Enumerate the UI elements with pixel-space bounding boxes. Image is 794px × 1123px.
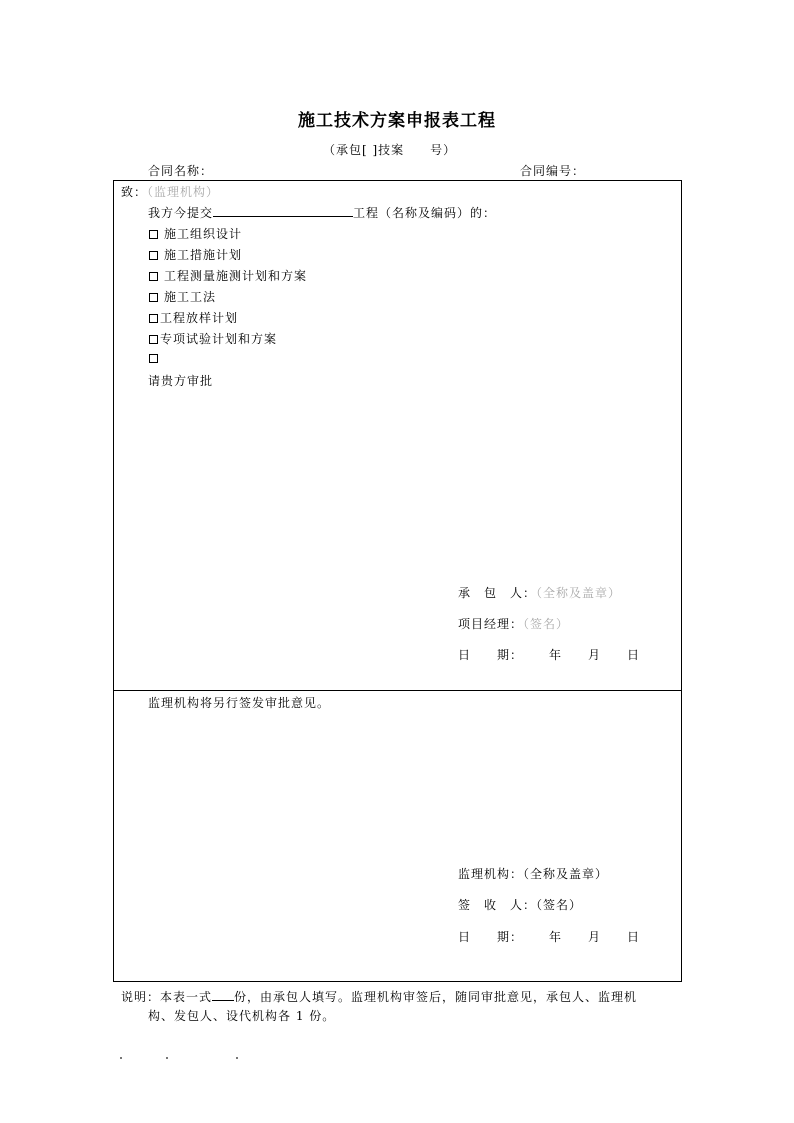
page-title: 施工技术方案申报表工程 [298, 111, 496, 131]
option-item[interactable] [149, 309, 238, 326]
option-item[interactable] [149, 351, 160, 365]
receiver-label: 签 收 人： [458, 898, 537, 912]
note-line-2: 构、发包人、设代机构各 1 份。 [148, 1009, 336, 1023]
receiver-line [458, 896, 582, 913]
manager-hint: （签名） [523, 617, 570, 631]
review-date-line [458, 928, 640, 945]
option-item[interactable] [149, 267, 307, 284]
stray-dot [166, 1057, 168, 1059]
option-item[interactable] [149, 246, 242, 263]
copies-blank[interactable] [212, 988, 234, 1001]
checkbox[interactable] [149, 293, 158, 302]
contractor-label: 承 包 人： [458, 586, 537, 600]
addressee [121, 183, 219, 200]
stray-dot [120, 1057, 122, 1059]
review-date-value: 年 月 日 [549, 930, 641, 944]
submission-intro [148, 204, 496, 221]
receiver-hint: （签名） [536, 898, 583, 912]
option-item[interactable] [149, 225, 242, 242]
option-item[interactable] [149, 330, 277, 347]
date-value: 年 月 日 [549, 648, 641, 662]
note-prefix: 说明：本表一式 [121, 990, 213, 1004]
checkbox[interactable] [149, 230, 158, 239]
contractor-line [458, 584, 621, 601]
option-label: 工程放样计划 [160, 311, 239, 325]
request-text: 请贵方审批 [148, 374, 214, 388]
contract-name-label: 合同名称： [148, 164, 214, 178]
to-label: 致： [121, 185, 148, 199]
project-name-blank[interactable] [213, 204, 353, 217]
stray-dot [236, 1057, 238, 1059]
checkbox[interactable] [149, 354, 158, 363]
option-label: 施工工法 [164, 290, 217, 304]
option-label: 施工措施计划 [164, 248, 243, 262]
option-item[interactable] [149, 288, 216, 305]
supervisor-label: 监理机构： [458, 867, 524, 881]
option-label: 工程测量施测计划和方案 [164, 269, 308, 283]
supervisor-hint: （全称及盖章） [523, 867, 609, 881]
form-number: （承包[ ]技案 号） [323, 143, 457, 157]
supervisor-placeholder: （监理机构） [147, 185, 220, 199]
note-suffix: 份，由承包人填写。监理机构审签后，随同审批意见，承包人、监理机 [234, 990, 638, 1004]
manager-label: 项目经理： [458, 617, 524, 631]
option-label: 专项试验计划和方案 [160, 332, 278, 346]
intro-prefix: 我方今提交 [148, 206, 214, 220]
note-line-1 [121, 988, 637, 1005]
contract-number-label: 合同编号： [520, 164, 586, 178]
checkbox[interactable] [149, 335, 158, 344]
review-text: 监理机构将另行签发审批意见。 [148, 696, 331, 710]
manager-line [458, 615, 569, 632]
checkbox[interactable] [149, 251, 158, 260]
contractor-hint: （全称及盖章） [536, 586, 622, 600]
intro-suffix: 工程（名称及编码）的： [353, 206, 497, 220]
checkbox[interactable] [149, 272, 158, 281]
option-label: 施工组织设计 [164, 227, 243, 241]
supervisor-line [458, 865, 608, 882]
date-line [458, 646, 640, 663]
checkbox[interactable] [149, 314, 158, 323]
review-date-label: 日 期： [458, 930, 524, 944]
date-label: 日 期： [458, 648, 524, 662]
